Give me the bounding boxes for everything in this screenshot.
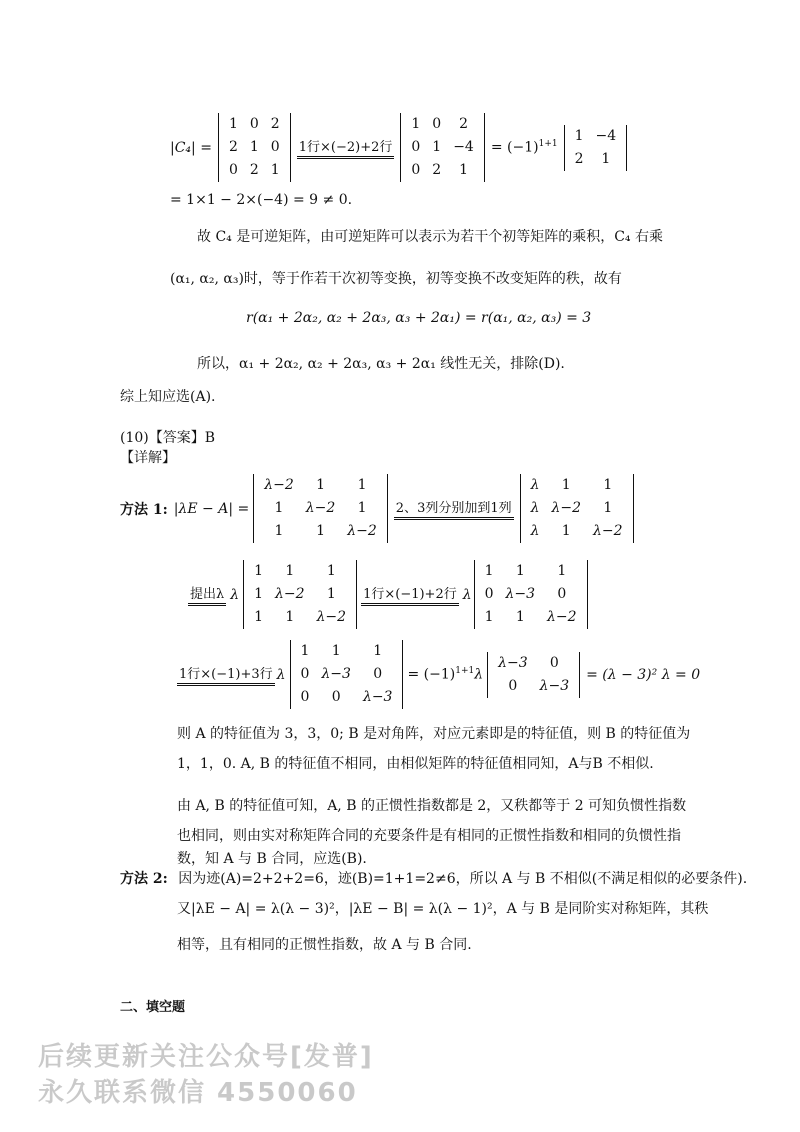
matrix-cell: 0 — [411, 139, 421, 155]
matrix-cell: 0 — [300, 689, 310, 705]
matrix-cell: −4 — [595, 127, 617, 144]
matrix-cell: 1 — [603, 500, 613, 516]
matrix-cell: 1 — [254, 563, 264, 579]
matrix-cell: 1 — [249, 139, 259, 155]
matrix-cell: 2 — [270, 116, 280, 132]
inertia-para-2: 也相同，则由实对称矩阵合同的充要条件是有相同的正惯性指数和相同的负惯性指 — [177, 828, 681, 844]
matrix-cell: 1 — [326, 563, 336, 579]
matrix-cell: 2 — [228, 139, 238, 155]
matrix-cell: λ−2 — [551, 500, 582, 516]
matrix-cell: 1 — [270, 162, 280, 178]
matrix-cell: 0 — [270, 139, 280, 155]
matrix-cell: λ−2 — [305, 500, 336, 516]
method2-label: 方法 2: — [120, 871, 168, 887]
lambda-factor-3: λ — [276, 666, 286, 683]
matrix-cell: 0 — [411, 162, 421, 178]
matrix-c4-reduced — [400, 113, 484, 182]
method1-line3 — [177, 640, 700, 709]
col-op: 2、3列分别加到1列 — [394, 497, 514, 520]
row-op-2: 1行×(−1)+2行 — [361, 583, 459, 606]
matrix-cell: 0 — [484, 586, 494, 602]
matrix-cell: 1 — [432, 139, 442, 155]
final-equation: = (λ − 3)² λ = 0 — [586, 666, 701, 683]
lambda-factor-2: λ — [462, 586, 472, 603]
minor-2x2 — [564, 125, 628, 171]
matrix-cell: λ−2 — [593, 523, 623, 539]
matrix-cell: 0 — [331, 689, 341, 705]
det-d1 — [253, 474, 388, 543]
matrix-cell: λ−3 — [505, 586, 536, 602]
matrix-cell: −4 — [453, 139, 474, 155]
det-result: = 1×1 − 2×(−4) = 9 ≠ 0. — [170, 192, 353, 208]
matrix-cell: λ−2 — [547, 609, 577, 625]
matrix-cell: λ−3 — [539, 677, 570, 694]
detail-heading: 【详解】 — [120, 450, 176, 466]
sign-factor-2: = $(-1)^{1+1}\lambda$ — [407, 666, 484, 683]
matrix-cell: 1 — [254, 586, 264, 602]
section-title-fill-in: 二、填空题 — [120, 1000, 186, 1015]
matrix-cell: λ — [530, 477, 540, 493]
det-d5 — [290, 640, 404, 709]
det-d6 — [487, 652, 580, 698]
matrix-cell: 1 — [557, 563, 567, 579]
matrix-cell: 1 — [228, 116, 238, 132]
sign-factor: = $(-1)^{1+1}$ — [490, 139, 558, 156]
matrix-cell: 1 — [316, 477, 325, 493]
factor-op: 提出λ — [188, 583, 226, 606]
matrix-cell: λ−3 — [362, 689, 393, 705]
matrix-cell: 1 — [357, 500, 367, 516]
paragraph-elementary: (α₁, α₂, α₃)时，等于作若干次初等变换，初等变换不改变矩阵的秩，故有 — [170, 271, 622, 287]
matrix-cell: λ−3 — [321, 666, 351, 682]
matrix-cell: λ — [530, 523, 540, 539]
matrix-cell: 0 — [557, 586, 567, 602]
summary-answer: 综上知应选(A). — [120, 389, 216, 405]
method1-label: 方法 1: — [120, 501, 168, 518]
matrix-cell: 1 — [285, 563, 295, 579]
matrix-cell: 1 — [316, 523, 325, 539]
matrix-cell: λ−2 — [275, 586, 305, 602]
watermark-line-2: 永久联系微信 4550060 — [38, 1078, 358, 1108]
matrix-cell: 1 — [326, 586, 336, 602]
matrix-cell: λ−2 — [264, 477, 294, 493]
eigen-para-1: 则 A 的特征值为 3，3，0; B 是对角阵，对应元素即是的特征值，则 B 的特征值为 — [177, 726, 691, 742]
matrix-cell: 1 — [411, 116, 421, 132]
det-d4 — [474, 560, 588, 629]
matrix-cell: 1 — [561, 477, 571, 493]
matrix-cell: 1 — [515, 609, 525, 625]
matrix-cell: 1 — [254, 609, 264, 625]
matrix-cell: 1 — [331, 643, 341, 659]
matrix-cell: 1 — [574, 127, 584, 144]
matrix-cell: 2 — [574, 150, 584, 167]
row-op-1: 1行×(−2)+2行 — [297, 136, 395, 159]
matrix-cell: 0 — [373, 666, 383, 682]
method1-line1 — [120, 474, 634, 543]
matrix-c4 — [218, 113, 291, 182]
matrix-cell: 0 — [432, 116, 442, 132]
trace-sentence: 因为迹(A)=2+2+2=6，迹(B)=1+1=2≠6，所以 A 与 B 不相似(不满足相似的必要条件). — [178, 871, 748, 887]
inertia-para-3: 数，知 A 与 B 合同，应选(B). — [177, 851, 367, 867]
matrix-cell: 0 — [549, 654, 559, 671]
det-d3 — [243, 560, 357, 629]
det-d2 — [520, 474, 634, 543]
matrix-cell: 1 — [515, 563, 525, 579]
method1-line2 — [188, 560, 588, 629]
matrix-cell: λ−3 — [498, 654, 528, 671]
paragraph-invertible: 故 C₄ 是可逆矩阵，由可逆矩阵可以表示为若干个初等矩阵的乘积，C₄ 右乘 — [197, 229, 663, 245]
matrix-cell: 1 — [373, 643, 383, 659]
matrix-cell: 2 — [459, 116, 468, 132]
inertia-para-1: 由 A, B 的特征值可知，A, B 的正惯性指数都是 2，又秩都等于 2 可知负惯性指数 — [177, 798, 687, 814]
matrix-cell: λ−2 — [316, 609, 347, 625]
matrix-cell: 1 — [300, 643, 310, 659]
method2-line1 — [120, 868, 747, 888]
independence-conclusion: 所以，α₁ + 2α₂, α₂ + 2α₃, α₃ + 2α₁ 线性无关，排除(D). — [197, 356, 565, 372]
rank-equation: r(α₁ + 2α₂, α₂ + 2α₃, α₃ + 2α₁) = r(α₁, α₂, α₃) = 3 — [246, 310, 592, 326]
matrix-cell: 0 — [508, 677, 518, 694]
matrix-cell: 1 — [484, 563, 494, 579]
matrix-cell: 1 — [285, 609, 295, 625]
matrix-cell: 0 — [300, 666, 310, 682]
matrix-cell: 1 — [484, 609, 494, 625]
matrix-cell: 1 — [601, 150, 611, 167]
matrix-cell: λ−2 — [347, 523, 377, 539]
lambda-factor: λ — [230, 586, 240, 603]
matrix-cell: 1 — [357, 477, 367, 493]
matrix-cell: 2 — [432, 162, 442, 178]
det-c4-lhs: |C₄| = — [170, 139, 212, 156]
matrix-cell: 1 — [603, 477, 613, 493]
row-op-3: 1行×(−1)+3行 — [177, 663, 275, 686]
char-poly-lhs: |λE − A| = — [173, 500, 250, 517]
matrix-cell: 1 — [274, 523, 284, 539]
eigen-para-2: 1，1，0. A, B 的特征值不相同，由相似矩阵的特征值相同知，A与B 不相似. — [177, 756, 654, 772]
method2-line2: 又|λE − A| = λ(λ − 3)²，|λE − B| = λ(λ − 1)²，A 与 B 是同阶实对称矩阵，其秩 — [177, 901, 709, 917]
method2-line3: 相等，且有相同的正惯性指数，故 A 与 B 合同. — [177, 937, 472, 953]
matrix-cell: 1 — [561, 523, 571, 539]
matrix-cell: 0 — [228, 162, 238, 178]
matrix-cell: 1 — [274, 500, 284, 516]
matrix-cell: λ — [530, 500, 540, 516]
matrix-cell: 2 — [249, 162, 259, 178]
answer-heading: (10)【答案】B — [120, 430, 216, 446]
det-c4-equation — [170, 113, 627, 182]
matrix-cell: 1 — [459, 162, 468, 178]
matrix-cell: 0 — [249, 116, 259, 132]
watermark-line-1: 后续更新关注公众号[发普] — [38, 1042, 374, 1072]
